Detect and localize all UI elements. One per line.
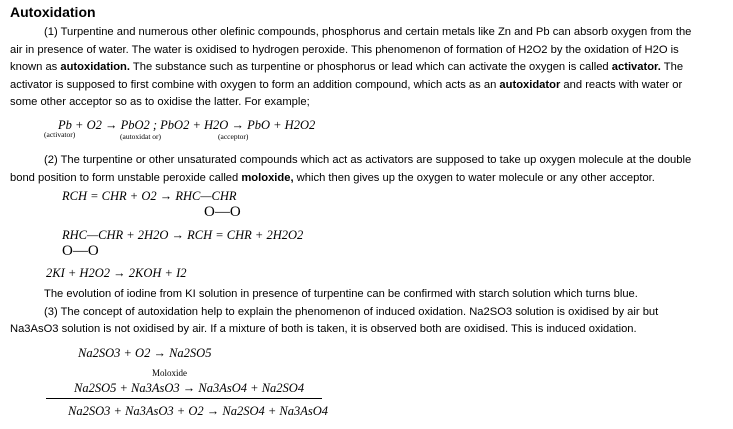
text-run: which then gives up the oxygen to water molecule or any other acceptor. <box>293 171 655 184</box>
p1-line-5: some other acceptor so as to oxidise the latter. For example; <box>10 96 310 109</box>
paragraph-3 <box>10 286 722 339</box>
equation-6: Na2SO5 + Na3AsO3 → Na3AsO4 + Na2SO4 <box>74 381 305 395</box>
label-moloxide: Moloxide <box>152 368 187 378</box>
text-run: and reacts with water or <box>560 78 683 91</box>
paragraph-2 <box>10 152 722 187</box>
p3-line-1: The evolution of iodine from KI solution in presence of turpentine can be confirmed with starch solution which turns blue. <box>44 288 638 300</box>
text-run: known as <box>10 61 61 74</box>
equation-2: RCH = CHR + O2 → RHC—CHR <box>62 189 237 203</box>
equation-1: Pb + O2 → PbO2 ; PbO2 + H2O → PbO + H2O2 <box>58 118 316 132</box>
p1-line-4 <box>10 77 722 95</box>
equation-7: Na2SO3 + Na3AsO3 + O2 → Na2SO4 + Na3AsO4 <box>68 404 329 418</box>
label-acceptor: (acceptor) <box>218 132 249 141</box>
p1-line-3 <box>10 59 722 77</box>
term-autoxidation: autoxidation. <box>60 61 130 74</box>
label-autoxidator: (autoxidat or) <box>120 132 162 141</box>
term-activator: activator. <box>611 61 661 74</box>
term-moloxide: moloxide, <box>241 171 294 184</box>
peroxide-bridge-2: O—O <box>62 243 99 259</box>
paragraph-1 <box>10 24 722 112</box>
peroxide-bridge-1: O—O <box>204 204 241 220</box>
text-run: activator is supposed to first combine with oxygen to form an addition compound, which acts as an <box>10 78 500 91</box>
text-run: bond position to form unstable peroxide called <box>10 171 242 184</box>
p3-line-3: Na3AsO3 solution is not oxidised by air. If a mixture of both is taken, it is observed both are oxidised. This is induced oxidation. <box>10 323 637 336</box>
sum-line <box>46 398 322 399</box>
text-run: The <box>660 61 684 74</box>
label-activator: (activator) <box>44 130 76 139</box>
p1-line-2: air in presence of water. The water is oxidised to hydrogen peroxide. This phenomenon of formation of H2O2 by the oxidation of H2O is <box>10 43 679 56</box>
p2-line-1: (2) The turpentine or other unsaturated compounds which act as activators are supposed to take up oxygen molecule at the double <box>44 154 692 166</box>
p1-line-1: (1) Turpentine and numerous other olefinic compounds, phosphorus and certain metals like Zn and Pb can absorb oxygen from the <box>44 26 692 38</box>
text-run: The substance such as turpentine or phosphorus or lead which can activate the oxygen is called <box>130 61 612 74</box>
p3-line-2: (3) The concept of autoxidation help to explain the phenomenon of induced oxidation. Na2SO3 solution is oxidised by air but <box>44 305 659 318</box>
equation-4: 2KI + H2O2 → 2KOH + I2 <box>46 266 187 280</box>
term-autoxidator: autoxidator <box>499 78 561 91</box>
p2-line-2 <box>10 170 722 188</box>
equation-5: Na2SO3 + O2 → Na2SO5 <box>78 346 212 360</box>
section-heading: Autoxidation <box>10 4 96 20</box>
equation-3: RHC—CHR + 2H2O → RCH = CHR + 2H2O2 <box>62 228 304 242</box>
